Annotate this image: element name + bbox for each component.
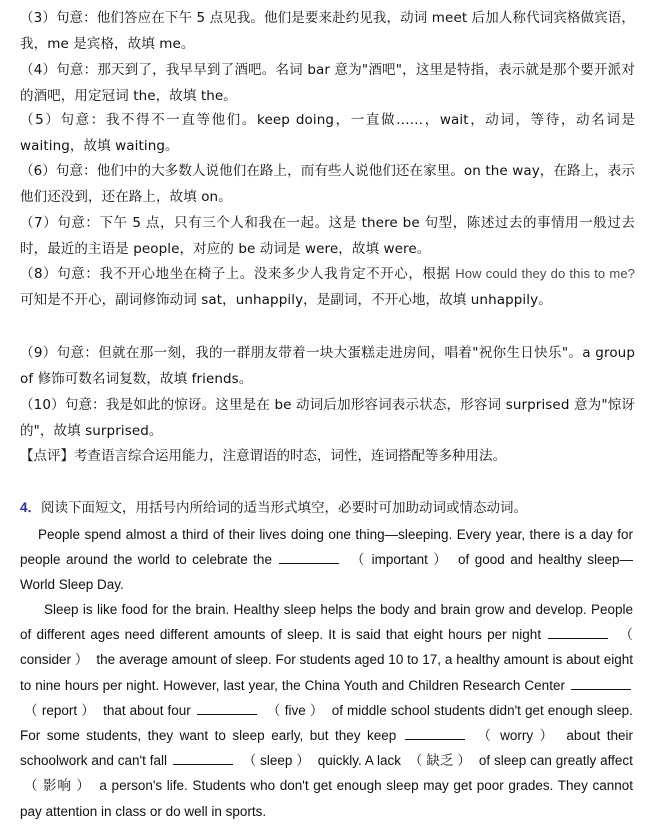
item-text: 他们中的大多数人说他们在路上，而有些人说他们还在家里。on the way，在路上，表示他们还没到，还在路上，故填 on。 bbox=[20, 163, 636, 205]
passage-paragraph-1 bbox=[20, 522, 633, 598]
answer-blank[interactable] bbox=[405, 727, 465, 740]
item-text: 可知是不开心，副词修饰动词 sat，unhappily，是副词，不开心地，故填 unhappily。 bbox=[20, 292, 552, 308]
item-text: 但就在那一刻，我的一群朋友带着一块大蛋糕走进房间，唱着"祝你生日快乐"。a group of 修饰可数名词复数，故填 friends。 bbox=[20, 345, 635, 387]
item-label: 句意： bbox=[55, 163, 97, 179]
item-text: 他们答应在下午 5 点见我。他们是要来赴约见我，动词 meet 后加人称代词宾格做宾语，我，me 是宾格，故填 me。 bbox=[20, 10, 635, 52]
answer-blank[interactable] bbox=[548, 626, 608, 639]
item-label: 句意： bbox=[56, 62, 98, 78]
explanation-9 bbox=[20, 340, 635, 392]
word-hint: （ worry ） bbox=[477, 728, 556, 744]
item-label: 句意： bbox=[57, 215, 100, 231]
passage-text: quickly. A lack bbox=[317, 753, 402, 769]
explanation-7 bbox=[20, 210, 635, 262]
item-number: （8） bbox=[20, 266, 58, 282]
passage-text: about their schoolwork and can't fall bbox=[20, 728, 633, 769]
comment-text: 考查语言综合运用能力，注意谓语的时态，词性，连词搭配等多种用法。 bbox=[74, 448, 506, 464]
comment bbox=[20, 443, 506, 469]
item-label: 句意： bbox=[64, 397, 106, 413]
item-text: 下午 5 点，只有三个人和我在一起。这是 there be 句型，陈述过去的事情用一般过去时，最近的主语是 people，对应的 be 动词是 were，故填 were。 bbox=[20, 215, 635, 257]
item-text: 我不得不一直等他们。keep doing，一直做……，wait，动词，等待，动名词是 waiting，故填 waiting。 bbox=[20, 112, 635, 154]
item-number: （3） bbox=[20, 10, 56, 26]
word-hint: （ report ） bbox=[24, 702, 96, 718]
passage-text: People spend almost a third of their lives doing one thing—sleeping. Every year, there is a day for people around the world to celebrate the bbox=[20, 527, 633, 568]
word-hint: （ sleep ） bbox=[242, 753, 310, 769]
answer-blank[interactable] bbox=[279, 551, 339, 564]
item-label: 句意： bbox=[55, 10, 97, 26]
passage-text: that about four bbox=[103, 702, 191, 718]
passage-text: of sleep can greatly affect bbox=[478, 753, 633, 769]
passage-paragraph-2 bbox=[20, 597, 633, 824]
word-hint: （ consider ） bbox=[20, 627, 633, 668]
item-number: （5） bbox=[20, 112, 61, 128]
item-number: （4） bbox=[20, 62, 57, 78]
question-4-header bbox=[20, 495, 635, 521]
passage-text: the average amount of sleep. For students aged 10 to 17, a healthy amount is about eight to nine hours per night. However, last year, the China Youth and Children Research Center bbox=[20, 652, 634, 693]
item-label: 句意： bbox=[56, 345, 99, 361]
item-text: 我是如此的惊讶。这里是在 be 动词后加形容词表示状态，形容词 surprised 意为"惊讶的"，故填 surprised。 bbox=[20, 397, 636, 439]
item-number: （7） bbox=[20, 215, 58, 231]
question-number: 4． bbox=[20, 500, 42, 515]
answer-blank[interactable] bbox=[173, 752, 233, 765]
passage-text: of good and healthy sleep—World Sleep Day. bbox=[20, 552, 633, 593]
answer-blank[interactable] bbox=[197, 702, 257, 715]
word-gloss: （ 缺乏 ） bbox=[408, 753, 472, 769]
question-instruction: 阅读下面短文，用括号内所给词的适当形式填空，必要时可加助动词或情态动词。 bbox=[41, 500, 528, 516]
explanation-4 bbox=[20, 57, 635, 109]
item-label: 句意： bbox=[60, 112, 106, 128]
word-gloss: （ 影响 ） bbox=[24, 778, 91, 794]
comment-tag: 【点评】 bbox=[20, 448, 74, 464]
word-hint: （ important ） bbox=[350, 552, 449, 568]
passage-text: Sleep is like food for the brain. Healthy sleep helps the body and brain grow and develop. People of different ages need different amounts of sleep. It is said that eight hours per night bbox=[20, 602, 633, 643]
word-hint: （ five ） bbox=[266, 702, 324, 718]
explanation-5 bbox=[20, 107, 635, 159]
item-label: 句意： bbox=[57, 266, 100, 282]
explanation-3 bbox=[20, 5, 635, 57]
explanation-10 bbox=[20, 392, 635, 444]
explanation-6 bbox=[20, 158, 635, 210]
item-number: （6） bbox=[20, 163, 56, 179]
passage-text: of middle school students didn't get enough sleep. For some students, they want to sleep early, but they keep bbox=[20, 702, 633, 744]
item-number: （10） bbox=[20, 397, 65, 413]
item-text: 我不开心地坐在椅子上。没来多少人我肯定不开心，根据 bbox=[99, 266, 456, 282]
explanation-8 bbox=[20, 261, 635, 313]
item-number: （9） bbox=[20, 345, 57, 361]
answer-blank[interactable] bbox=[571, 677, 631, 690]
item-text: 那天到了，我早早到了酒吧。名词 bar 意为"酒吧"，这里是特指，表示就是那个要开派对的酒吧，用定冠词 the，故填 the。 bbox=[20, 62, 635, 104]
passage-text: a person's life. Students who don't get enough sleep may get poor grades. They cannot pay attention in class or do well in sports. bbox=[20, 778, 633, 819]
quoted-sentence: How could they do this to me? bbox=[455, 266, 636, 281]
